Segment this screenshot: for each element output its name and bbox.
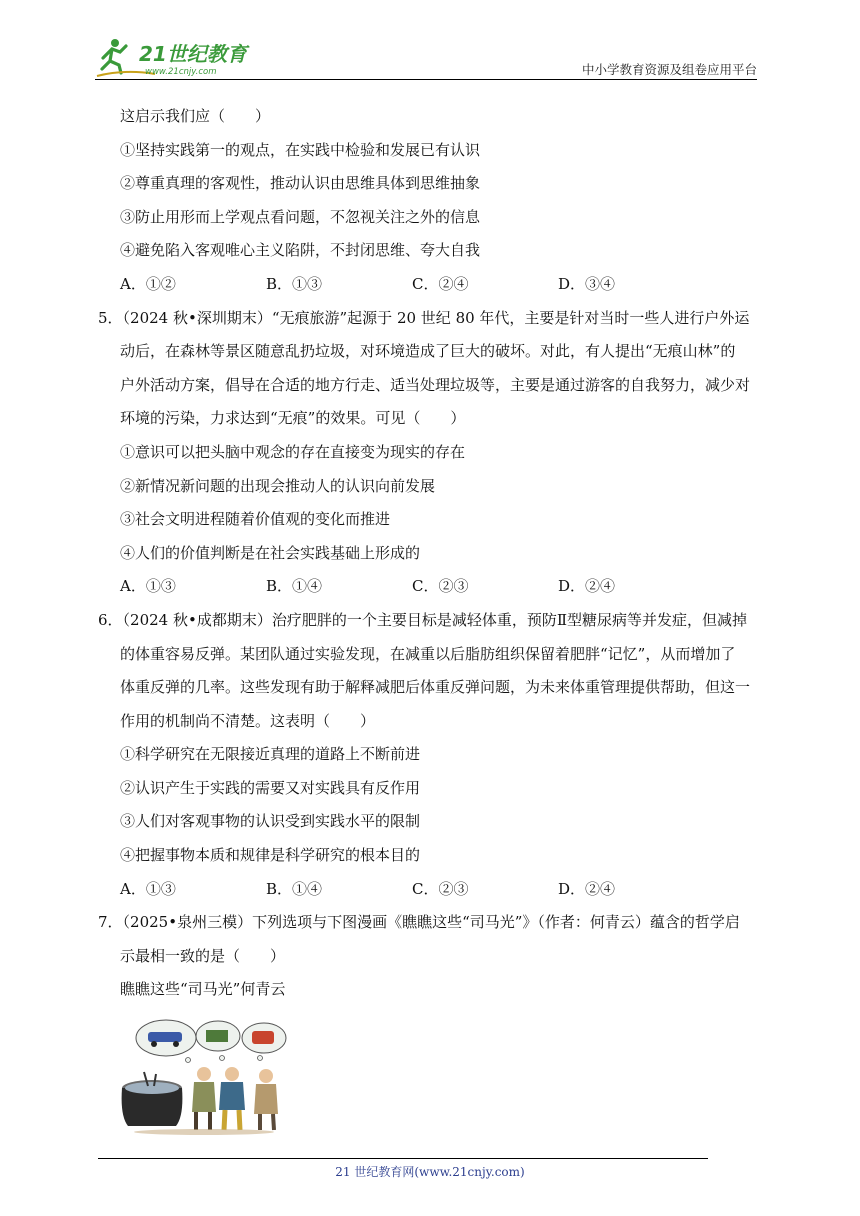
answer-options bbox=[98, 873, 762, 907]
option-b: B．①④ bbox=[266, 577, 323, 596]
choice-item: ④人们的价值判断是在社会实践基础上形成的 bbox=[120, 543, 421, 562]
question-text-line: 的体重容易反弹。某团队通过实验发现，在减重以后脂肪组织保留着肥胖“记忆”，从而增加了 bbox=[120, 644, 736, 663]
option-c: C．②③ bbox=[412, 879, 469, 898]
option-a: A．①③ bbox=[120, 879, 176, 898]
option-c: C．②④ bbox=[412, 274, 469, 293]
question-text-line: 6．（2024 秋•成都期末）治疗肥胖的一个主要目标是减轻体重，预防Ⅱ型糖尿病等并发症，但减掉 bbox=[98, 610, 748, 629]
question-7 bbox=[98, 906, 762, 1007]
document-body bbox=[98, 100, 762, 1007]
cartoon-caption: 瞧瞧这些“司马光”何青云 bbox=[120, 980, 286, 999]
question-5 bbox=[98, 302, 762, 604]
svg-text:www.21cnjy.com: www.21cnjy.com bbox=[145, 67, 217, 77]
question-stem: 这启示我们应（ ） bbox=[120, 107, 271, 125]
choice-item: ③防止用形而上学观点看问题，不忽视关注之外的信息 bbox=[120, 207, 481, 226]
question-text-line: 7．（2025•泉州三模）下列选项与下图漫画《瞧瞧这些“司马光”》（作者：何青云）蕴含的哲学启 bbox=[98, 913, 740, 932]
choice-item: ①坚持实践第一的观点，在实践中检验和发展已有认识 bbox=[120, 140, 481, 159]
choice-item: ②新情况新问题的出现会推动人的认识向前发展 bbox=[120, 476, 436, 495]
page-header bbox=[95, 30, 757, 80]
choice-item: ④避免陷入客观唯心主义陷阱，不封闭思维、夸大自我 bbox=[120, 241, 481, 260]
question-text-line: 示最相一致的是（ ） bbox=[120, 946, 286, 965]
choice-item: ①意识可以把头脑中观念的存在直接变为现实的存在 bbox=[120, 442, 466, 461]
question-text-line: 5．（2024 秋•深圳期末）“无痕旅游”起源于 20 世纪 80 年代，主要是针对当时一些人进行户外运 bbox=[98, 308, 750, 327]
question-text-line: 体重反弹的几率。这些发现有助于解释减肥后体重反弹问题，为未来体重管理提供帮助，但这一 bbox=[120, 678, 751, 697]
choice-item: ②尊重真理的客观性，推动认识由思维具体到思维抽象 bbox=[120, 174, 481, 193]
choice-item: ②认识产生于实践的需要又对实践具有反作用 bbox=[120, 778, 421, 797]
option-d: D．③④ bbox=[558, 274, 616, 293]
option-b: B．①③ bbox=[266, 274, 323, 293]
option-d: D．②④ bbox=[558, 879, 616, 898]
answer-options bbox=[98, 570, 762, 604]
option-c: C．②③ bbox=[412, 577, 469, 596]
option-d: D．②④ bbox=[558, 577, 616, 596]
answer-options bbox=[98, 268, 762, 302]
option-b: B．①④ bbox=[266, 879, 323, 898]
choice-item: ③社会文明进程随着价值观的变化而推进 bbox=[120, 510, 391, 529]
option-a: A．①② bbox=[120, 274, 176, 293]
cartoon-image bbox=[118, 1016, 290, 1136]
platform-name: 中小学教育资源及组卷应用平台 bbox=[581, 62, 757, 77]
option-a: A．①③ bbox=[120, 577, 176, 596]
question-text-line: 动后，在森林等景区随意乱扔垃圾，对环境造成了巨大的破坏。对此，有人提出“无痕山林”的 bbox=[120, 342, 736, 361]
svg-text:21世纪教育: 21世纪教育 bbox=[139, 42, 247, 66]
question-4-tail bbox=[98, 100, 762, 302]
site-logo bbox=[95, 36, 265, 78]
footer-divider bbox=[98, 1158, 708, 1159]
question-text-line: 环境的污染，力求达到“无痕”的效果。可见（ ） bbox=[120, 409, 466, 428]
choice-item: ①科学研究在无限接近真理的道路上不断前进 bbox=[120, 745, 421, 764]
choice-item: ③人们对客观事物的认识受到实践水平的限制 bbox=[120, 812, 421, 831]
choice-item: ④把握事物本质和规律是科学研究的根本目的 bbox=[120, 846, 421, 865]
question-text-line: 作用的机制尚不清楚。这表明（ ） bbox=[120, 711, 376, 730]
header-divider bbox=[95, 79, 757, 80]
question-6 bbox=[98, 604, 762, 906]
page-footer: 21 世纪教育网(www.21cnjy.com) bbox=[335, 1165, 525, 1179]
question-text-line: 户外活动方案，倡导在合适的地方行走、适当处理垃圾等，主要是通过游客的自我努力，减少对 bbox=[120, 375, 751, 394]
